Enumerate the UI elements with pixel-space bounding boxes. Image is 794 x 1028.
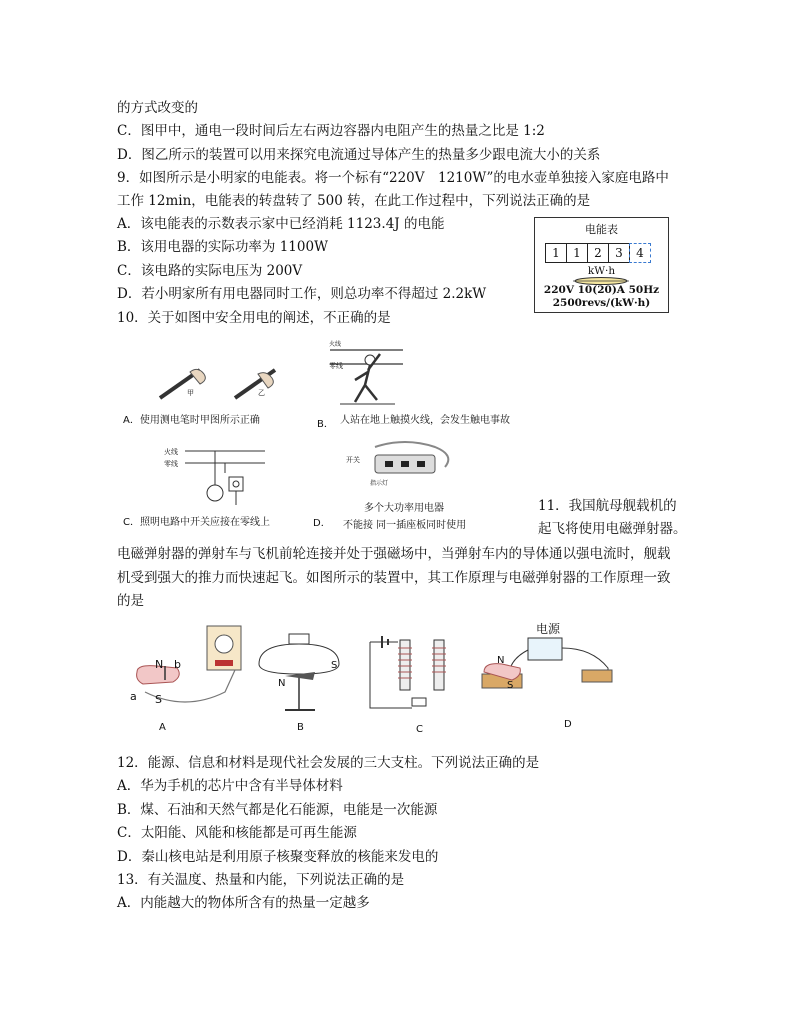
label-zhishideng: 指示灯	[370, 480, 389, 487]
label-power: 电源	[536, 622, 561, 636]
line-11a: 11．我国航母舰载机的	[538, 498, 677, 514]
line-5: 工作 12min，电能表的转盘转了 500 转，在此工作过程中，下列说法正确的是	[117, 193, 591, 209]
line-13: 机受到强大的推力而快速起飞。如图所示的装置中，其工作原理与电磁弹射器的工作原理一致	[117, 570, 671, 586]
caption-10a: A．使用测电笔时甲图所示正确	[123, 415, 260, 426]
caption-10d-1: 多个大功率用电器	[364, 503, 444, 514]
label-d-n: N	[497, 655, 505, 666]
line-8: C．该电路的实际电压为 200V	[117, 263, 303, 279]
line-16: A．华为手机的芯片中含有半导体材料	[117, 778, 343, 794]
label-a-a: a	[130, 690, 137, 703]
line-21: A．内能越大的物体所含有的热量一定越多	[117, 895, 370, 911]
label-kaiguan: 开关	[346, 456, 360, 464]
figure-c-electromagnet	[362, 628, 462, 723]
test-pen-jia-icon	[160, 369, 205, 398]
line-6: A．该电能表的示数表示家中已经消耗 1123.4J 的电能	[117, 216, 445, 232]
label-b-s: S	[331, 660, 338, 671]
line-17: B．煤、石油和天然气都是化石能源，电能是一次能源	[117, 802, 438, 818]
caption-10b: 人站在地上触摸火线，会发生触电事故	[340, 415, 510, 426]
label-jia: 甲	[187, 389, 194, 397]
label-a-n: N	[155, 658, 164, 671]
line-15: 12．能源、信息和材料是现代社会发展的三大支柱。下列说法正确的是	[117, 755, 540, 771]
line-3: D．图乙所示的装置可以用来探究电流通过导体产生的热量多少跟电流大小的关系	[117, 147, 601, 163]
test-pen-yi-icon	[235, 370, 275, 398]
test-pen-figure	[150, 360, 300, 405]
caption-10d-2: 不能接 同一插座板同时使用	[343, 520, 467, 531]
lighting-circuit-figure	[185, 445, 265, 510]
line-1: 的方式改变的	[117, 100, 198, 116]
meter-digit: 2	[587, 243, 609, 263]
figure-a-label: A	[159, 722, 166, 733]
figure-d-label: D	[564, 719, 572, 730]
meter-digit: 3	[608, 243, 630, 263]
electricity-meter	[534, 217, 669, 313]
label-d-s: S	[507, 680, 514, 691]
figure-d-motor	[470, 630, 620, 705]
meter-digit: 1	[566, 243, 588, 263]
line-12: 电磁弹射器的弹射车与飞机前轮连接并处于强磁场中，当弹射车内的导体通以强电流时，舰载	[117, 546, 671, 562]
line-11b: 起飞将使用电磁弹射器。	[538, 521, 687, 537]
meter-unit: kW·h	[587, 265, 616, 277]
line-20: 13．有关温度、热量和内能，下列说法正确的是	[117, 872, 405, 888]
label-a-b: b	[174, 658, 181, 671]
meter-spec-2: 2500revs/(kW·h)	[552, 297, 651, 309]
line-14: 的是	[117, 593, 144, 609]
meter-digit: 1	[545, 243, 567, 263]
label-a-s: S	[155, 693, 162, 706]
meter-title: 电能表	[585, 223, 618, 236]
caption-10b-letter: B．	[317, 419, 334, 430]
line-18: C．太阳能、风能和核能都是可再生能源	[117, 825, 357, 841]
figure-c-label: C	[416, 724, 423, 735]
figure-a-generator	[125, 622, 245, 717]
label-yi: 乙	[258, 389, 265, 397]
label-huoxian-b: 火线	[329, 341, 342, 348]
meter-digits	[545, 243, 650, 263]
label-lingxian-b: 零线	[329, 362, 343, 370]
caption-10d-letter: D．	[313, 518, 331, 529]
meter-digit-decimal: 4	[629, 243, 651, 263]
line-19: D．秦山核电站是利用原子核聚变释放的核能来发电的	[117, 849, 439, 865]
label-b-n: N	[278, 678, 286, 689]
label-lingxian: 零线	[164, 460, 178, 468]
line-7: B．该用电器的实际功率为 1100W	[117, 239, 328, 255]
caption-10c: C．照明电路中开关应接在零线上	[123, 517, 270, 528]
electric-shock-figure	[325, 340, 405, 410]
line-9: D．若小明家所有用电器同时工作，则总功率不得超过 2.2kW	[117, 286, 487, 302]
label-huoxian: 火线	[164, 448, 178, 456]
figure-b-label: B	[297, 722, 304, 733]
line-4: 9．如图所示是小明家的电能表。将一个标有“220V 1210W”的电水壶单独接入家庭电路中	[117, 170, 669, 186]
figure-b-oersted	[255, 630, 355, 720]
line-10: 10．关于如图中安全用电的阐述，不正确的是	[117, 310, 391, 326]
line-2: C．图甲中，通电一段时间后左右两边容器内电阻产生的热量之比是 1:2	[117, 123, 545, 139]
meter-spec-1: 220V 10(20)A 50Hz	[543, 284, 660, 296]
